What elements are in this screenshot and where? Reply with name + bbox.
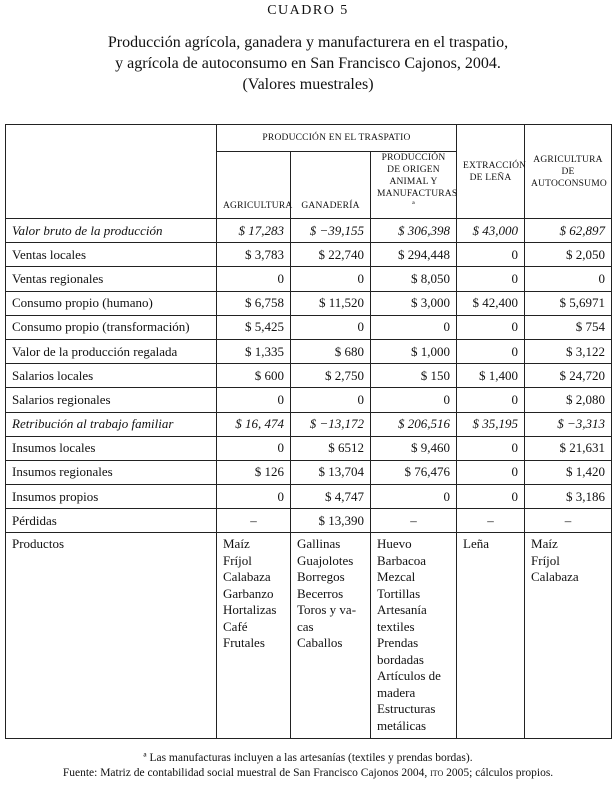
table-cell: $ 13,704 <box>291 460 371 484</box>
title-line-3: (Valores muestrales) <box>242 76 374 93</box>
title-line-1: Producción agrícola, ganadera y manufacturera en el traspatio, <box>107 34 509 51</box>
col-header-produccion-animal: PRODUCCIÓN DE ORIGEN ANIMAL Y MANUFACTURAS ª <box>371 152 457 219</box>
table-cell: $ 22,740 <box>291 243 371 267</box>
col-header-extraccion-lena: EXTRACCIÓN DE LEÑA <box>457 125 525 219</box>
table-cell: 0 <box>457 267 525 291</box>
table-cell: 0 <box>291 267 371 291</box>
productos-produccion-animal <box>371 533 457 739</box>
table-row <box>6 315 612 339</box>
table-row <box>6 267 612 291</box>
table-cell: $ 76,476 <box>371 460 457 484</box>
table-cell: 0 <box>371 388 457 412</box>
table-cell: $ 3,186 <box>525 485 612 509</box>
product-item: Barbacoa <box>377 552 427 568</box>
row-label: Consumo propio (transformación) <box>6 315 217 339</box>
product-item: Artesanía <box>377 602 427 618</box>
table-title <box>0 32 616 95</box>
product-item: Guajolotes <box>297 552 354 568</box>
table-cell: $ −39,155 <box>291 219 371 243</box>
table-cell: $ 754 <box>525 315 612 339</box>
product-item: textiles <box>377 618 415 634</box>
product-item: Tortillas <box>377 585 421 601</box>
table-row <box>6 219 612 243</box>
table-cell: 0 <box>457 460 525 484</box>
row-label: Consumo propio (humano) <box>6 291 217 315</box>
row-label: Ventas regionales <box>6 267 217 291</box>
table-cell: $ 5,6971 <box>525 291 612 315</box>
table-cell: 0 <box>457 388 525 412</box>
table-cell: $ 600 <box>217 364 291 388</box>
table-cell: $ −3,313 <box>525 412 612 436</box>
table-cell: $ 3,122 <box>525 339 612 363</box>
table-cell: $ 680 <box>291 339 371 363</box>
table-cell: 0 <box>291 388 371 412</box>
table-cell: $ 17,283 <box>217 219 291 243</box>
product-item: Borregos <box>297 569 345 585</box>
table-cell: 0 <box>457 315 525 339</box>
product-item: Hortalizas <box>223 602 277 618</box>
table-cell: $ 3,000 <box>371 291 457 315</box>
row-label: Pérdidas <box>6 509 217 533</box>
product-item: Café <box>223 618 248 634</box>
table-cell: 0 <box>457 485 525 509</box>
table-cell: $ 11,520 <box>291 291 371 315</box>
row-label: Insumos locales <box>6 436 217 460</box>
product-item: Calabaza <box>531 569 579 585</box>
table-cell: 0 <box>457 243 525 267</box>
product-item: metálicas <box>377 717 427 733</box>
table-cell: $ 2,750 <box>291 364 371 388</box>
table-row <box>6 436 612 460</box>
table-cell: – <box>217 509 291 533</box>
table-row <box>6 243 612 267</box>
row-label: Retribución al trabajo familiar <box>6 412 217 436</box>
productos-extraccion-lena <box>457 533 525 739</box>
table-row <box>6 485 612 509</box>
table-cell: $ 306,398 <box>371 219 457 243</box>
product-item: Calabaza <box>223 569 271 585</box>
table-row <box>6 291 612 315</box>
table-cell: $ 126 <box>217 460 291 484</box>
table-row <box>6 339 612 363</box>
product-item: Gallinas <box>297 536 341 552</box>
product-item: Estructuras <box>377 701 436 717</box>
table-cell: $ 42,400 <box>457 291 525 315</box>
group-header-traspatio: PRODUCCIÓN EN EL TRASPATIO <box>217 125 457 152</box>
product-item: Fríjol <box>531 552 560 568</box>
product-item: Maíz <box>531 536 558 552</box>
table-cell: 0 <box>291 315 371 339</box>
productos-ganaderia <box>291 533 371 739</box>
title-line-2: y agrícola de autoconsumo en San Francisco Cajonos, 2004. <box>115 55 501 72</box>
table-cell: $ 1,400 <box>457 364 525 388</box>
row-label: Ventas locales <box>6 243 217 267</box>
table-notes <box>0 751 616 781</box>
table-cell: $ 9,460 <box>371 436 457 460</box>
table-cell: $ 4,747 <box>291 485 371 509</box>
table-cell: $ 13,390 <box>291 509 371 533</box>
table-cell: $ 8,050 <box>371 267 457 291</box>
product-item: Toros y va- <box>297 602 357 618</box>
table-cell: $ 43,000 <box>457 219 525 243</box>
col-header-agricultura: AGRICULTURA <box>217 152 291 219</box>
table-cell: 0 <box>217 388 291 412</box>
corner-cell <box>6 125 217 219</box>
productos-row <box>6 533 612 739</box>
table-cell: 0 <box>217 436 291 460</box>
table-body <box>6 219 612 739</box>
table-cell: 0 <box>371 315 457 339</box>
row-label: Valor bruto de la producción <box>6 219 217 243</box>
table-row <box>6 460 612 484</box>
table-cell: $ 62,897 <box>525 219 612 243</box>
table-cell: 0 <box>217 267 291 291</box>
table-cell: $ −13,172 <box>291 412 371 436</box>
productos-agricultura <box>217 533 291 739</box>
table-cell: $ 3,783 <box>217 243 291 267</box>
product-item: Mezcal <box>377 569 416 585</box>
footnote: ª Las manufacturas incluyen a las artesanías (textiles y prendas bordas). <box>143 752 473 764</box>
table-cell: $ 24,720 <box>525 364 612 388</box>
table-cell: – <box>525 509 612 533</box>
product-item: Leña <box>463 536 489 552</box>
table-cell: $ 16, 474 <box>217 412 291 436</box>
product-item: Becerros <box>297 585 344 601</box>
table-cell: 0 <box>457 339 525 363</box>
product-item: Artículos de <box>377 668 441 684</box>
table-cell: 0 <box>457 436 525 460</box>
product-item: Frutales <box>223 635 265 651</box>
table-cell: 0 <box>217 485 291 509</box>
table-cell: $ 150 <box>371 364 457 388</box>
table-cell: $ 35,195 <box>457 412 525 436</box>
product-item: Fríjol <box>223 552 252 568</box>
table-cell: $ 5,425 <box>217 315 291 339</box>
source-suffix: 2005; cálculos propios. <box>443 767 554 779</box>
table-row <box>6 364 612 388</box>
col-header-autoconsumo: AGRICULTURA DE AUTOCONSUMO <box>525 125 612 219</box>
table-cell: $ 1,335 <box>217 339 291 363</box>
col-header-ganaderia: GANADERÍA <box>291 152 371 219</box>
product-item: Caballos <box>297 635 343 651</box>
productos-autoconsumo <box>525 533 612 739</box>
table-cell: $ 2,080 <box>525 388 612 412</box>
table-cell: $ 21,631 <box>525 436 612 460</box>
source-prefix: Fuente: Matriz de contabilidad social muestral de San Francisco Cajonos 2004, <box>62 767 431 779</box>
table-cell: $ 206,516 <box>371 412 457 436</box>
table-number: CUADRO 5 <box>267 3 349 18</box>
product-item: Maíz <box>223 536 250 552</box>
table-cell: $ 1,420 <box>525 460 612 484</box>
table-cell: $ 6512 <box>291 436 371 460</box>
row-label: Productos <box>6 533 217 739</box>
table-cell: – <box>371 509 457 533</box>
product-item: cas <box>297 618 314 634</box>
table-cell: 0 <box>525 267 612 291</box>
row-label: Salarios regionales <box>6 388 217 412</box>
table-cell: 0 <box>371 485 457 509</box>
table-row <box>6 412 612 436</box>
product-item: Huevo <box>377 536 412 552</box>
table-cell: $ 294,448 <box>371 243 457 267</box>
table-row <box>6 388 612 412</box>
data-table <box>5 124 612 739</box>
product-item: madera <box>377 684 416 700</box>
product-item: Garbanzo <box>223 585 274 601</box>
product-item: bordadas <box>377 651 424 667</box>
source-ito: ito <box>430 767 444 779</box>
table-row <box>6 509 612 533</box>
table-cell: $ 2,050 <box>525 243 612 267</box>
table-cell: $ 6,758 <box>217 291 291 315</box>
row-label: Insumos propios <box>6 485 217 509</box>
table-cell: – <box>457 509 525 533</box>
row-label: Insumos regionales <box>6 460 217 484</box>
table-cell: $ 1,000 <box>371 339 457 363</box>
row-label: Valor de la producción regalada <box>6 339 217 363</box>
source-note <box>0 766 616 781</box>
product-item: Prendas <box>377 635 419 651</box>
row-label: Salarios locales <box>6 364 217 388</box>
